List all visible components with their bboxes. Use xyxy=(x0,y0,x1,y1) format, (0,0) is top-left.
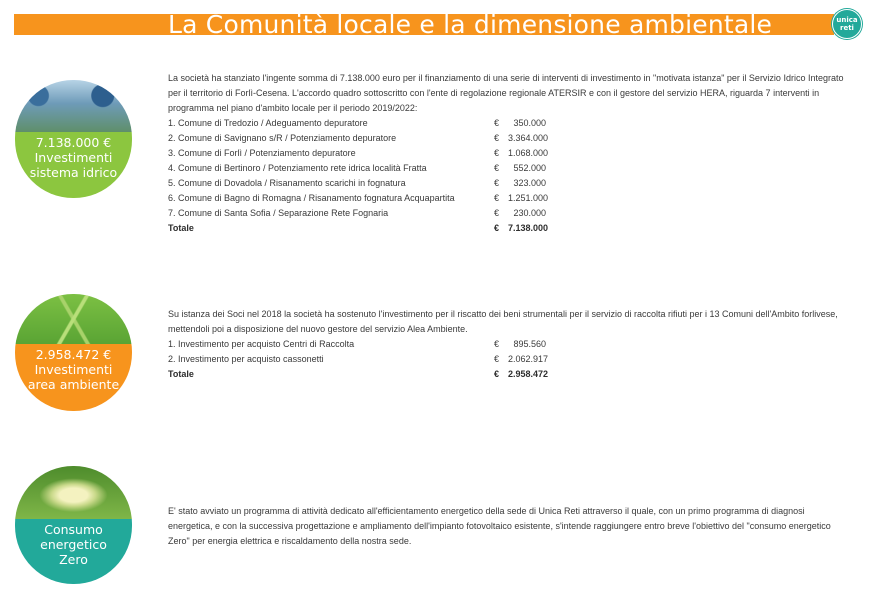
item-currency: € xyxy=(494,163,500,173)
list-item xyxy=(168,131,558,146)
list-item xyxy=(168,146,558,161)
badge-line: area ambiente xyxy=(27,377,120,392)
lightbulb-photo xyxy=(15,466,132,519)
list-item xyxy=(168,337,558,352)
badge-line: sistema idrico xyxy=(29,165,118,180)
item-currency: € xyxy=(494,354,500,364)
environment-paragraph: Su istanza dei Soci nel 2018 la società ha sostenuto l'investimento per il riscatto dei beni strumentali per il servizio di raccolta rifiuti per i 13 Comuni dell'Ambito forlivese, mettendoli poi a disposizione del nuovo gestore del servizio Alea Ambiente. xyxy=(168,309,838,334)
total-currency: € xyxy=(494,369,500,379)
item-label: 6. Comune di Bagno di Romagna / Risanamento fognatura Acquapartita xyxy=(168,193,455,203)
total-currency: € xyxy=(494,223,500,233)
item-currency: € xyxy=(494,339,500,349)
water-valves-photo xyxy=(15,80,132,132)
item-label: 5. Comune di Dovadola / Risanamento scarichi in fognatura xyxy=(168,178,406,188)
logo-text-reti: reti xyxy=(840,24,854,32)
total-row xyxy=(168,367,558,382)
badge-caption xyxy=(15,344,132,411)
item-amount: 3.364.000 xyxy=(508,133,549,143)
water-investment-list xyxy=(168,116,558,236)
total-amount: 7.138.000 xyxy=(508,223,549,233)
list-item xyxy=(168,206,558,221)
item-currency: € xyxy=(494,118,500,128)
list-item xyxy=(168,352,558,367)
badge-line: Investimenti xyxy=(34,362,113,377)
badge-zero-energy xyxy=(15,466,132,584)
badge-environment-investment xyxy=(15,294,132,411)
badge-caption xyxy=(15,519,132,584)
item-amount: 230.000 xyxy=(513,208,546,218)
page-title: La Comunità locale e la dimensione ambientale xyxy=(168,10,773,39)
badge-line: Investimenti xyxy=(34,150,113,165)
badge-line: Zero xyxy=(59,552,88,567)
total-row xyxy=(168,221,558,236)
unica-reti-logo xyxy=(832,9,862,39)
item-label: 7. Comune di Santa Sofia / Separazione Rete Fognaria xyxy=(168,208,389,218)
water-paragraph: La società ha stanziato l'ingente somma di 7.138.000 euro per il finanziamento di una serie di interventi di investimento in "motivata istanza" per il Servizio Idrico Integrato per il territorio di Forlì-Cesena. L'accordo quadro sottoscritto con l'ente di regolazione regionale ATERSIR e con il gestore del servizio HERA, riguarda 7 interventi in programma nel piano d'ambito locale per il periodo 2019/2022: xyxy=(168,73,844,113)
item-currency: € xyxy=(494,193,500,203)
item-currency: € xyxy=(494,133,500,143)
total-label: Totale xyxy=(168,369,194,379)
item-label: 4. Comune di Bertinoro / Potenziamento rete idrica località Fratta xyxy=(168,163,427,173)
energy-paragraph: E' stato avviato un programma di attività dedicato all'efficientamento energetico della sede di Unica Reti attraverso il quale, con un primo programma di diagnosi energetica, e con la successiva progettazione e ampliamento dell'impianto fotovoltaico esistente, s'intende raggiungere entro breve l'obiettivo del "consumo energetico Zero" per energia elettrica e riscaldamento della nostra sede. xyxy=(168,506,831,546)
badge-caption xyxy=(15,132,132,198)
list-item xyxy=(168,176,558,191)
environment-investment-list xyxy=(168,337,558,382)
item-currency: € xyxy=(494,208,500,218)
item-currency: € xyxy=(494,148,500,158)
badge-line: Consumo xyxy=(44,522,103,537)
item-label: 3. Comune di Forlì / Potenziamento depuratore xyxy=(168,148,356,158)
item-amount: 895.560 xyxy=(513,339,546,349)
item-amount: 350.000 xyxy=(513,118,546,128)
item-amount: 323.000 xyxy=(513,178,546,188)
item-label: 2. Comune di Savignano s/R / Potenziamento depuratore xyxy=(168,133,397,143)
list-item xyxy=(168,191,558,206)
item-label: 1. Comune di Tredozio / Adeguamento depuratore xyxy=(168,118,368,128)
badge-amount: 2.958.472 € xyxy=(35,347,112,362)
total-label: Totale xyxy=(168,223,194,233)
item-amount: 1.068.000 xyxy=(508,148,549,158)
item-amount: 1.251.000 xyxy=(508,193,549,203)
badge-line: energetico xyxy=(40,537,107,552)
grass-photo xyxy=(15,294,132,344)
logo-text-unica: unica xyxy=(836,16,858,24)
list-item xyxy=(168,116,558,131)
list-item xyxy=(168,161,558,176)
item-amount: 552.000 xyxy=(513,163,546,173)
total-amount: 2.958.472 xyxy=(508,369,549,379)
badge-amount: 7.138.000 € xyxy=(35,135,112,150)
item-label: 2. Investimento per acquisto cassonetti xyxy=(168,354,324,364)
item-amount: 2.062.917 xyxy=(508,354,549,364)
badge-water-investment xyxy=(15,80,132,198)
item-label: 1. Investimento per acquisto Centri di Raccolta xyxy=(168,339,355,349)
item-currency: € xyxy=(494,178,500,188)
